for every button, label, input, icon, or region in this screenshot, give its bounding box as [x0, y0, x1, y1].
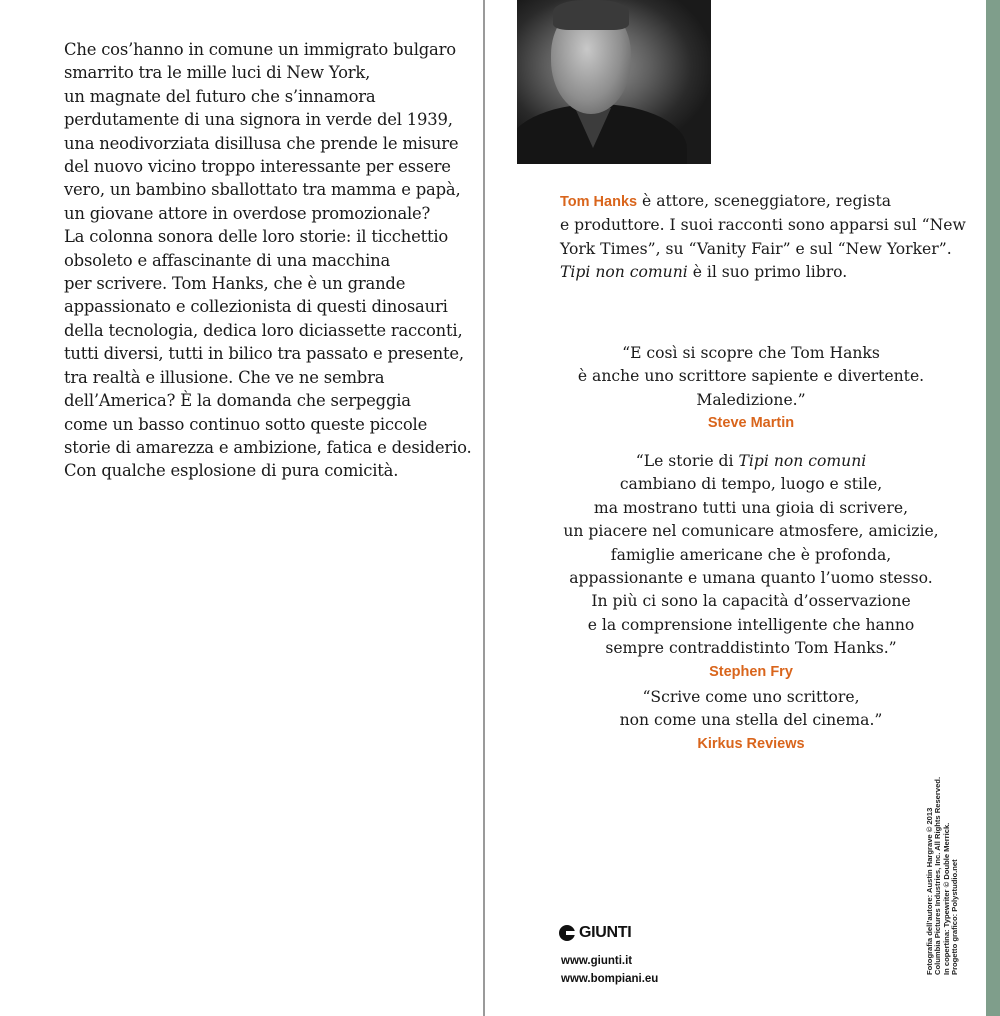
blurb-line: smarrito tra le mille luci di New York, — [64, 63, 371, 83]
quote-line: sempre contraddistinto Tom Hanks.” — [605, 639, 897, 658]
quote-line: “E così si scopre che Tom Hanks — [622, 344, 880, 362]
quote-line: è anche uno scrittore sapiente e divertente. — [577, 367, 925, 386]
review-quote-stephen-fry — [525, 450, 977, 684]
blurb-line: del nuovo vicino troppo interessante per essere — [64, 157, 451, 177]
author-bio — [560, 190, 970, 285]
bio-line-2: e produttore. I suoi racconti sono apparsi sul “New — [560, 216, 966, 235]
blurb-line: dell’America? È la domanda che serpeggia — [64, 391, 411, 411]
giunti-logo-icon — [559, 925, 575, 941]
publisher-logo — [559, 922, 631, 944]
blurb-line: Con qualche esplosione di pura comicità. — [64, 461, 399, 481]
blurb-line: tra realtà e illusione. Che ve ne sembra — [64, 367, 385, 387]
credit-line: In copertina: Typewriter © Double Merrick. — [941, 822, 951, 975]
publisher-link-bompiani[interactable]: www.bompiani.eu — [561, 973, 659, 985]
blurb-line: una neodivorziata disillusa che prende le misure — [64, 133, 459, 153]
book-title: Tipi non comuni — [560, 263, 688, 282]
author-photo — [517, 0, 711, 164]
blurb-line: un magnate del futuro che s’innamora — [64, 86, 376, 106]
blurb-line: della tecnologia, dedica loro diciassette racconti, — [64, 320, 463, 340]
bio-line-3: York Times”, su “Vanity Fair” e sul “New Yorker”. — [560, 239, 952, 258]
back-flap — [485, 0, 986, 1016]
review-quote-kirkus — [525, 686, 977, 756]
cover-edge-strip — [986, 0, 1000, 1016]
quote-line: appassionante e umana quanto l’uomo stesso. — [569, 569, 933, 588]
blurb-line: un giovane attore in overdose promozionale? — [64, 203, 431, 223]
bio-text: è il suo primo libro. — [687, 263, 848, 282]
review-quote-steve-martin — [525, 342, 977, 436]
bio-text: è attore, sceneggiatore, regista — [637, 192, 892, 210]
author-name: Tom Hanks — [560, 194, 638, 210]
credit-line: Progetto grafico: Polystudio.net — [950, 859, 960, 975]
blurb-line: come un basso continuo sotto queste piccole — [64, 414, 428, 434]
publisher-logo-text: GIUNTI — [579, 924, 632, 941]
quote-author: Kirkus Reviews — [697, 735, 805, 752]
blurb-line: per scrivere. Tom Hanks, che è un grande — [64, 274, 406, 294]
publisher-link-giunti[interactable]: www.giunti.it — [561, 955, 633, 967]
author-photo-hair — [553, 0, 629, 30]
blurb-line: La colonna sonora delle loro storie: il ticchettio — [64, 227, 449, 247]
quote-line: non come una stella del cinema.” — [619, 711, 883, 730]
quote-line: famiglie americane che è profonda, — [610, 545, 892, 564]
quote-line: In più ci sono la capacità d’osservazione — [591, 592, 911, 611]
photo-credits — [926, 777, 960, 975]
credit-line: Fotografia dell’autore: Austin Hargrave © 2013 — [925, 807, 934, 975]
blurb-line: Che cos’hanno in comune un immigrato bulgaro — [64, 40, 456, 59]
quote-line: un piacere nel comunicare atmosfere, amicizie, — [563, 522, 939, 541]
blurb-line: tutti diversi, tutti in bilico tra passato e presente, — [64, 344, 464, 364]
quote-author: Steve Martin — [707, 415, 795, 432]
quote-line: e la comprensione intelligente che hanno — [587, 615, 915, 634]
bio-line-4 — [560, 261, 970, 284]
bio-line-1 — [560, 190, 970, 214]
quote-line: cambiano di tempo, luogo e stile, — [619, 475, 883, 494]
quote-line — [525, 450, 977, 473]
blurb-line: appassionato e collezionista di questi dinosauri — [64, 297, 448, 317]
quote-author: Stephen Fry — [709, 663, 793, 680]
quote-book-title: Tipi non comuni — [738, 452, 867, 470]
publisher-links — [561, 952, 658, 988]
blurb-line: storie di amarezza e ambizione, fatica e desiderio. — [64, 437, 472, 457]
book-blurb — [64, 38, 472, 483]
quote-line: Maledizione.” — [696, 390, 806, 409]
blurb-line: obsoleto e affascinante di una macchina — [64, 250, 391, 270]
blurb-line: vero, un bambino sballottato tra mamma e papà, — [64, 180, 461, 200]
blurb-line: perdutamente di una signora in verde del 1939, — [64, 110, 453, 130]
quote-line: “Scrive come uno scrittore, — [642, 688, 860, 706]
front-flap — [0, 0, 483, 1016]
quote-line: ma mostrano tutti una gioia di scrivere, — [593, 498, 909, 517]
credit-line: Columbia Pictures Industries, Inc. All Rights Reserved. — [933, 776, 943, 975]
quote-prefix: “Le storie di — [635, 452, 739, 470]
